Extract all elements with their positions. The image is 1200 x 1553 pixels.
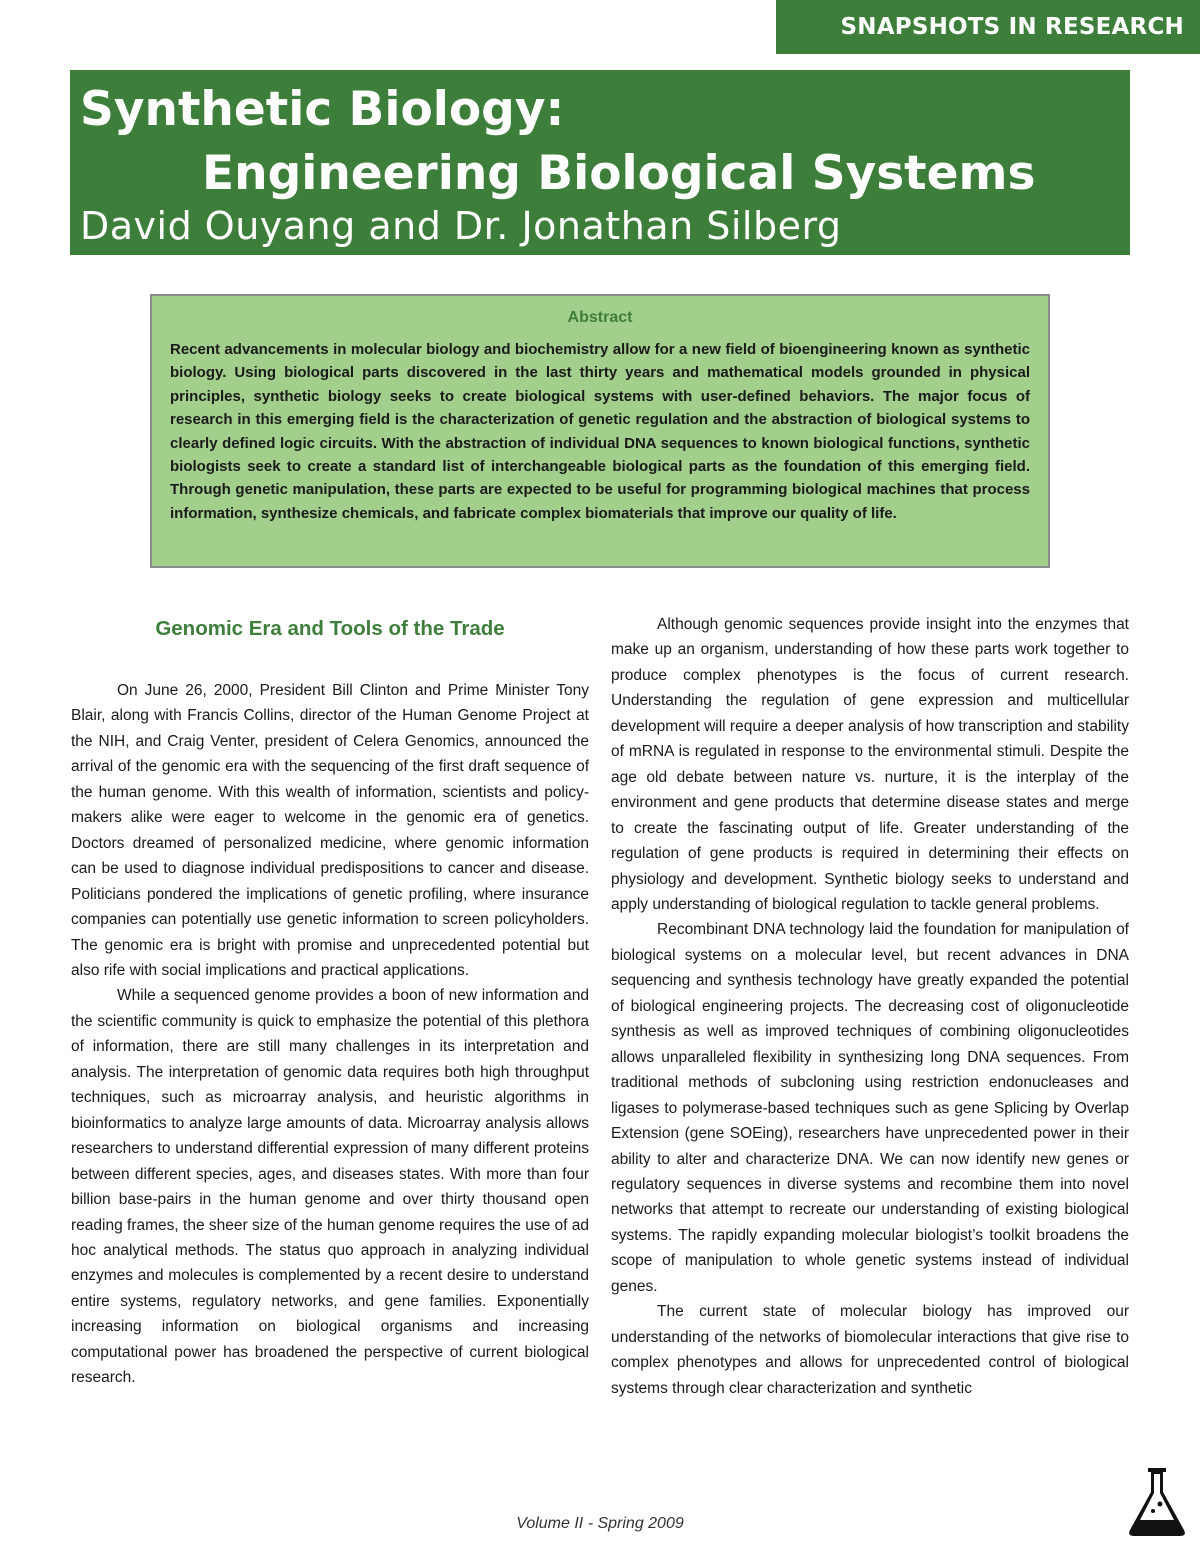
abstract-text: Recent advancements in molecular biology and biochemistry allow for a new field of bioengineering known as synthetic biology. Using biological parts discovered in the last thirty years and mathematical models grounded in physical principles, synthetic biology seeks to create biological systems with user-defined behaviors. The major focus of research in this emerging field is the characterization of genetic regulation and the abstraction of biological systems to clearly defined logic circuits. With the abstraction of individual DNA sequences to known biological functions, synthetic biologists seek to create a standard list of interchangeable biological parts as the foundation of this emerging field. Through genetic manipulation, these parts are expected to be useful for programming biological machines that process information, synthesize chemicals, and fabricate complex biomaterials that improve our quality of life. [170, 341, 1030, 522]
page-footer: Volume II - Spring 2009 [516, 1515, 684, 1532]
left-column [71, 612, 589, 1391]
title-banner [70, 70, 1130, 255]
article-title-line2: Engineering Biological Systems [202, 146, 1036, 201]
abstract-box [150, 294, 1050, 568]
body-paragraph: On June 26, 2000, President Bill Clinton and Prime Minister Tony Blair, along with Francis Collins, director of the Human Genome Project at the NIH, and Craig Venter, president of Celera Genomics, announced the arrival of the genomic era with the sequencing of the first draft sequence of the human genome. With this wealth of information, scientists and policy-makers alike were eager to welcome in the genomic era of genetics. Doctors dreamed of personalized medicine, where genomic information can be used to diagnose individual predispositions to cancer and disease. Politicians pondered the implications of genetic profiling, where insurance companies can potentially use genetic information to screen policyholders. The genomic era is bright with promise and unprecedented potential but also rife with social implications and practical applications. [71, 682, 589, 979]
body-paragraph: Recombinant DNA technology laid the foundation for manipulation of biological systems on a molecular level, but recent advances in DNA sequencing and synthesis technology have greatly expanded the potential of biological engineering projects. The decreasing cost of oligonucleotide synthesis as well as improved techniques of combining oligonucleotides allows unparalleled flexibility in synthesizing long DNA sequences. From traditional methods of subcloning using restriction endonucleases and ligases to polymerase-based techniques such as gene Splicing by Overlap Extension (gene SOEing), researchers have unprecedented power in their ability to alter and characterize DNA. We can now identify new genes or regulatory sequences in diverse systems and recombine them into novel networks that attempt to recreate our understanding of existing biological systems. The rapidly expanding molecular biologist’s toolkit broadens the scope of manipulation to whole genetic systems instead of individual genes. [611, 921, 1129, 1295]
article-title-line1: Synthetic Biology: [80, 82, 565, 137]
body-paragraph: While a sequenced genome provides a boon of new information and the scientific community is quick to emphasize the potential of this plethora of information, there are still many challenges in its interpretation and analysis. The interpretation of genomic data requires both high throughput techniques, such as microarray analysis, and heuristic algorithms in bioinformatics to analyze large amounts of data. Microarray analysis allows researchers to understand differential expression of many different proteins between different species, ages, and diseases states. With more than four billion base-pairs in the human genome and over thirty thousand open reading frames, the sheer size of the human genome requires the use of ad hoc analytical methods. The status quo approach in analyzing individual enzymes and molecules is complemented by a recent desire to understand entire systems, regulatory networks, and gene families. Exponentially increasing information on biological organisms and increasing computational power has broadened the perspective of current biological research. [71, 987, 589, 1387]
right-column [611, 612, 1129, 1401]
section-heading: Genomic Era and Tools of the Trade [155, 617, 505, 640]
article-authors: David Ouyang and Dr. Jonathan Silberg [80, 204, 842, 248]
abstract-heading: Abstract [567, 309, 633, 326]
body-paragraph: Although genomic sequences provide insight into the enzymes that make up an organism, understanding of how these parts work together to produce complex phenotypes is the focus of current research. Understanding the regulation of gene expression and multicellular development will require a deeper analysis of how transcription and stability of mRNA is regulated in response to the environmental stimuli. Despite the age old debate between nature vs. nurture, it is the interplay of the environment and gene products that determine disease states and merge to create the fascinating output of life. Greater understanding of the regulation of gene products is required in determining their effects on physiology and development. Synthetic biology seeks to understand and apply understanding of biological regulation to tackle general problems. [611, 616, 1129, 913]
section-tag: SNAPSHOTS IN RESEARCH [776, 0, 1200, 54]
body-paragraph: The current state of molecular biology has improved our understanding of the networks of biomolecular interactions that give rise to complex phenotypes and allows for unprecedented control of biological systems through clear characterization and synthetic [611, 1303, 1129, 1397]
